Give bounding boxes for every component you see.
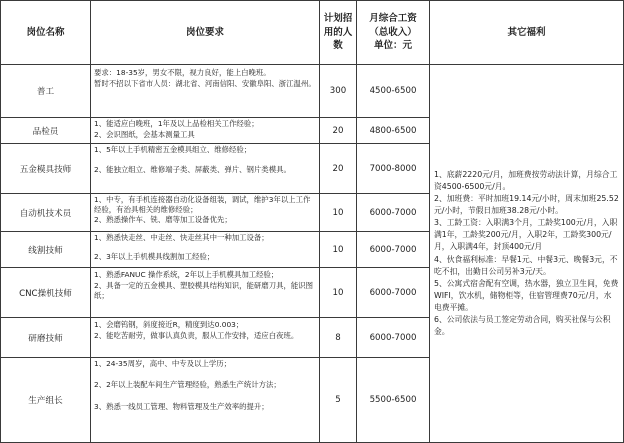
position-cell: CNC操机技师 [1,268,91,318]
requirements-cell: 1、能适应白晚班，1年及以上品检相关工作经验； 2、会识图纸，会基本测量工具 [91,118,320,144]
benefits-text: 1、底薪2220元/月，加班费按劳动法计算，月综合工资4500-6500元/月。 2、加班费：平时加班19.14元/小时，周末加班25.52元/小时，节假日加班38.28元/小时。 3、工龄工资：入职满3个月，工龄奖100元/月，入职满1年，工龄奖200元/月，入职2年，工龄奖300元/月，入职满4年，封顶400元/月 4、伙食福利标准：早餐1元、中餐3元、晚餐3元，不吃不扣，出勤日公司另补3元/天。 5、公寓式宿舍配有空调，热水器，独立卫生间，免费WIFI，饮水机，储物柜等，住宿管理费70元/月，水电费平摊。 6、公司依法与员工签定劳动合同，购买社保与公积金。 [434,169,619,336]
header-count: 计划招 用的人 数 [320,1,357,65]
header-position: 岗位名称 [1,1,91,65]
count-cell: 20 [320,118,357,144]
salary-cell: 6000-7000 [357,268,430,318]
salary-cell: 4500-6500 [357,65,430,118]
position-cell: 普工 [1,65,91,118]
requirements-cell: 1、5年以上手机精密五金模具组立、维修经验； 2、能独立组立、维修端子类、屏蔽类、弹片、钢片类模具。 [91,144,320,194]
requirements-cell: 1、熟悉FANUC 操作系统，2年以上手机模具加工经验； 2、具备一定的五金模具、塑胶模具结构知识，能研磨刀具，能识图纸； [91,268,320,318]
benefits-cell [430,65,624,443]
requirements-cell: 1、会磨钨钢，斜度接近R，精度到达0.003； 2、能吃苦耐劳，做事认真负责，服从工作安排，适应白夜班。 [91,318,320,358]
count-cell: 10 [320,268,357,318]
count-cell: 10 [320,232,357,268]
count-cell: 8 [320,318,357,358]
requirements-cell: 1、熟悉快走丝、中走丝、快走丝其中一种加工设备； 2、3年以上手机模具线割加工经验； [91,232,320,268]
requirements-cell: 1、中专，有手机连接器自动化设备组装，调试，维护3年以上工作经验，有治具相关的维修经验； 2、熟悉操作车、铣、磨等加工设备优先； [91,194,320,232]
position-cell: 自动机技术员 [1,194,91,232]
header-salary: 月综合工资 （总收入） 单位：元 [357,1,430,65]
count-cell: 300 [320,65,357,118]
count-cell: 10 [320,194,357,232]
salary-cell: 5500-6500 [357,358,430,443]
count-cell: 20 [320,144,357,194]
requirements-cell: 要求：18-35岁，男女不限，视力良好，能上白晚班。 暂时不招以下省市人员：湖北省、河南信阳、安徽阜阳、浙江温州。 [91,65,320,118]
salary-cell: 6000-7000 [357,232,430,268]
position-cell: 五金模具技师 [1,144,91,194]
position-cell: 生产组长 [1,358,91,443]
position-cell: 研磨技师 [1,318,91,358]
header-benefits: 其它福利 [430,1,624,65]
salary-cell: 4800-6500 [357,118,430,144]
salary-cell: 7000-8000 [357,144,430,194]
header-requirements: 岗位要求 [91,1,320,65]
count-cell: 5 [320,358,357,443]
requirements-cell: 1、24-35周岁，高中、中专及以上学历； 2、2年以上装配车间生产管理经验，熟悉生产统计方法； 3、熟悉一线员工管理、物料管理及生产效率的提升； [91,358,320,443]
position-cell: 品检员 [1,118,91,144]
salary-cell: 6000-7000 [357,318,430,358]
position-cell: 线割技师 [1,232,91,268]
salary-cell: 6000-7000 [357,194,430,232]
